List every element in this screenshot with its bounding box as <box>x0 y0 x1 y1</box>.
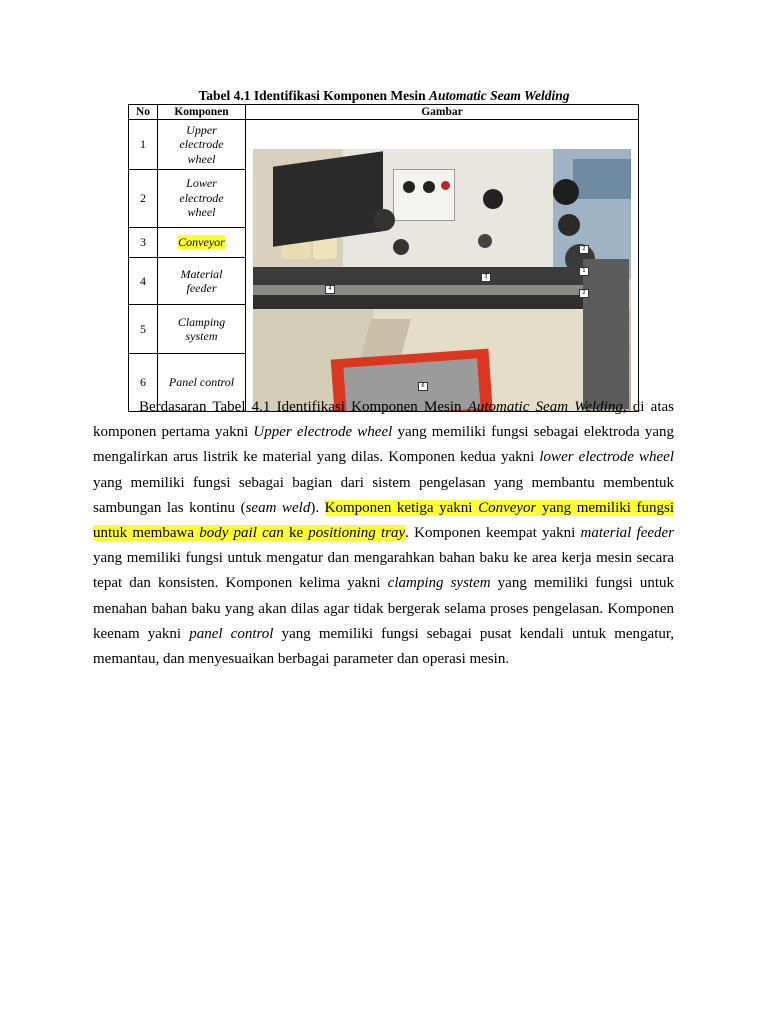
header-komponen: Komponen <box>158 105 246 120</box>
table-caption <box>0 88 768 104</box>
row-no: 1 <box>129 120 158 170</box>
paragraph-segment: ke <box>283 525 309 542</box>
photo-tag: 3 <box>481 273 491 282</box>
paragraph-segment: panel control <box>189 625 274 642</box>
paragraph-segment: yang memiliki fungsi untuk mengatur dan mengarahkan bahan baku ke area kerja mesin secara tepat dan konsisten. Komponen kelima yakni <box>93 550 674 592</box>
row-no: 5 <box>129 305 158 353</box>
paragraph-segment: seam weld <box>245 499 311 516</box>
row-no: 4 <box>129 258 158 305</box>
component-table <box>128 104 639 412</box>
machine-photo <box>253 149 631 411</box>
row-no: 3 <box>129 227 158 258</box>
paragraph-segment: material feeder <box>580 525 675 542</box>
component-name: Upper electrode wheel <box>179 122 224 166</box>
component-name: Conveyor <box>178 235 225 250</box>
component-name: Clamping system <box>177 314 226 344</box>
caption-prefix: Tabel 4.1 Identifikasi Komponen Mesin <box>198 88 429 103</box>
paragraph-segment: yang memiliki fungsi sebagai bagian dari sistem pengelasan yang membantu membentuk sambungan las kontinu ( <box>93 474 674 516</box>
header-gambar: Gambar <box>246 105 639 120</box>
row-no: 6 <box>129 353 158 411</box>
paragraph-segment: body pail can <box>199 525 284 542</box>
photo-tag: 2 <box>579 289 589 298</box>
caption-italic: Automatic Seam Welding <box>429 88 570 103</box>
header-no: No <box>129 105 158 120</box>
row-component <box>158 305 246 353</box>
row-component <box>158 169 246 227</box>
body-paragraph <box>93 395 674 672</box>
paragraph-segment: Conveyor <box>478 499 537 516</box>
paragraph-segment: . Komponen keempat yakni <box>405 525 581 542</box>
paragraph-segment: Upper electrode wheel <box>253 424 393 441</box>
photo-tag: 6 <box>418 382 428 391</box>
paragraph-segment: Automatic Seam Welding <box>467 399 623 415</box>
paragraph-segment: Komponen ketiga yakni <box>324 499 479 516</box>
paragraph-segment: , di atas komponen pertama yakni <box>93 399 674 441</box>
paragraph-segment: yang memiliki fungsi sebagai pusat kendali untuk mengatur, memantau, dan menyesuaikan berbagai parameter dan operasi mesin. <box>93 625 675 668</box>
paragraph-segment: lower electrode wheel <box>539 449 675 466</box>
row-component <box>158 258 246 305</box>
component-name: Panel control <box>168 375 235 390</box>
paragraph-segment: positioning tray <box>308 525 406 542</box>
table-header-row <box>129 105 639 120</box>
row-component <box>158 227 246 258</box>
paragraph-segment: Berdasaran Tabel 4.1 Identifikasi Komponen Mesin <box>139 399 468 415</box>
component-name: Material feeder <box>180 266 223 296</box>
paragraph-segment: yang memiliki fungsi sebagai elektroda yang mengalirkan arus listrik ke material yang dilas. Komponen kedua yakni <box>93 424 674 466</box>
paragraph-segment: yang memiliki fungsi untuk menahan bahan baku yang akan dilas agar tidak bergerak selama proses pengelasan. Komponen keenam yakni <box>93 575 674 642</box>
component-name: Lower electrode wheel <box>179 176 224 220</box>
photo-tag: 1 <box>579 267 589 276</box>
machine-photo-cell <box>246 120 639 412</box>
photo-tag: 2 <box>579 245 589 254</box>
table-row <box>129 120 639 170</box>
row-component <box>158 120 246 170</box>
photo-tag: 4 <box>325 285 335 294</box>
paragraph-text <box>93 395 674 672</box>
paragraph-segment: ). <box>310 499 325 516</box>
paragraph-segment: clamping system <box>387 575 491 592</box>
paragraph-segment: yang memiliki fungsi untuk membawa <box>93 499 674 542</box>
row-no: 2 <box>129 169 158 227</box>
